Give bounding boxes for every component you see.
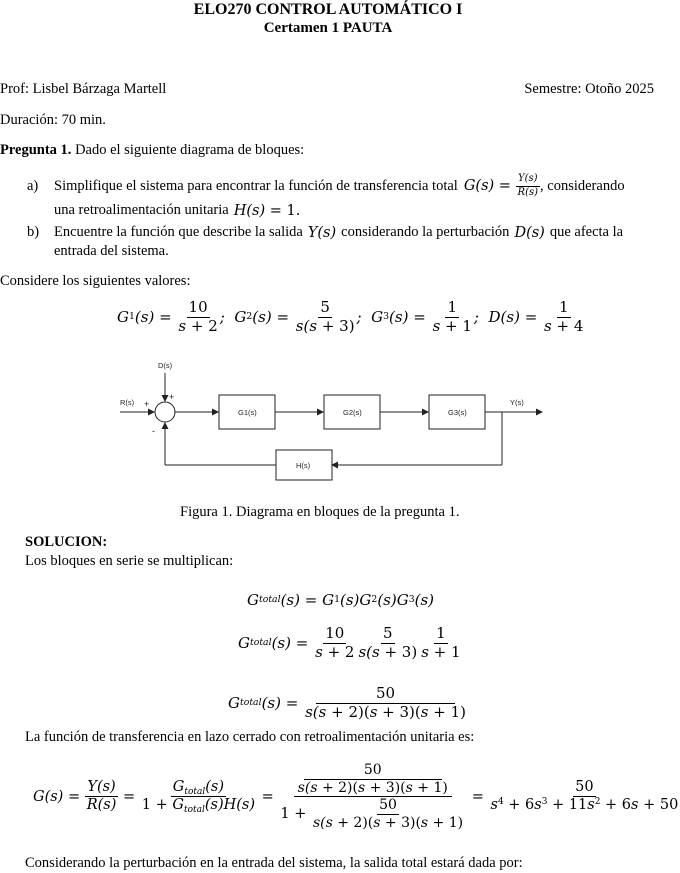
solution-heading: SOLUCION: xyxy=(25,534,108,550)
summing-junction xyxy=(155,402,175,422)
document-subtitle: Certamen 1 PAUTA xyxy=(263,20,393,36)
formula-Y: Y(s) xyxy=(307,224,337,241)
label-G1: G1(s) xyxy=(238,408,257,417)
item-b-text3: que afecta la xyxy=(549,224,624,240)
question-label: Pregunta 1. xyxy=(0,142,72,158)
item-a-after: , considerando xyxy=(540,177,625,194)
formula-H-unit: H(s) = 1. xyxy=(233,202,301,219)
semester-line: Semestre: Otoño 2025 xyxy=(524,81,654,97)
label-Y: Y(s) xyxy=(510,398,524,407)
label-H: H(s) xyxy=(296,461,311,470)
label-minus: - xyxy=(152,426,155,436)
item-a-text: Simplifique el sistema para encontrar la función de transferencia total xyxy=(54,177,458,194)
item-a-line2 xyxy=(54,202,300,219)
consider-text: Considere los siguientes valores: xyxy=(0,273,191,289)
item-b-line2: entrada del sistema. xyxy=(54,243,169,259)
label-G2: G2(s) xyxy=(343,408,362,417)
given-values-formula: G 1 (s) = $\frac{10}{s + 2}$ ; G 2 (s) = $\frac{5}{s(s + 3)}$ ; G 3 (s) = $\frac{1}{s + 1}$ ; D(s) = $\frac{1}{s + 4}$ xyxy=(117,298,584,335)
item-b-marker: b) xyxy=(27,224,40,240)
item-b-line1 xyxy=(54,224,623,241)
label-D: D(s) xyxy=(158,361,173,370)
formula-closed-loop: G(s) = $\frac{Y(s)}{R(s)}$ = $\frac{G_{total}(s)}{1 + G_{total}(s)H(s)}$ = $\frac{50}{s(s + 2)(s + 3)(s + 1)}$ 1 + $\frac{50}{s(s + 2)(s + 3)(s + 1)}$ = $\frac{50}{s^4 + 6s^3 + 11s^2 + 6s + 50}$ xyxy=(33,762,679,832)
question-heading xyxy=(0,142,304,159)
label-G3: G3(s) xyxy=(448,408,467,417)
professor-line: Prof: Lisbel Bárzaga Martell xyxy=(0,81,167,97)
label-R: R(s) xyxy=(120,398,135,407)
duration-line: Duración: 70 min. xyxy=(0,112,106,128)
formula-G-def: G(s) = $\frac{Y(s)}{R(s)}$ xyxy=(463,173,539,198)
label-plus-R: + xyxy=(144,399,150,409)
item-b-text2: considerando la perturbación xyxy=(341,224,510,240)
label-plus-D: + xyxy=(169,392,175,402)
formula-D: D(s) xyxy=(514,224,545,241)
document-title: ELO270 CONTROL AUTOMÁTICO I xyxy=(193,1,463,18)
item-a-marker: a) xyxy=(27,178,39,194)
formula-gtotal-product: G total (s) = G 1 (s)G 2 (s)G 3 (s) xyxy=(247,591,435,609)
figure-caption: Figura 1. Diagrama en bloques de la pregunta 1. xyxy=(180,504,460,520)
formula-gtotal-expanded: G total (s) = $\frac{10}{s + 2}$ $\frac{5}{s(s + 3)}$ $\frac{1}{s + 1}$ xyxy=(238,624,461,661)
series-text: Los bloques en serie se multiplican: xyxy=(25,553,234,569)
item-a-line1 xyxy=(54,168,625,204)
formula-gtotal-result: G total (s) = $\frac{50}{s(s + 2)(s + 3)(s + 1)}$ xyxy=(228,684,466,721)
item-a-line2-text: una retroalimentación unitaria xyxy=(54,202,229,218)
block-diagram xyxy=(110,355,550,485)
question-intro: Dado el siguiente diagrama de bloques: xyxy=(75,142,305,158)
disturbance-text: Considerando la perturbación en la entrada del sistema, la salida total estará dada por: xyxy=(25,855,523,871)
item-b-text1: Encuentre la función que describe la salida xyxy=(54,224,303,240)
closed-loop-text: La función de transferencia en lazo cerrado con retroalimentación unitaria es: xyxy=(25,729,475,745)
